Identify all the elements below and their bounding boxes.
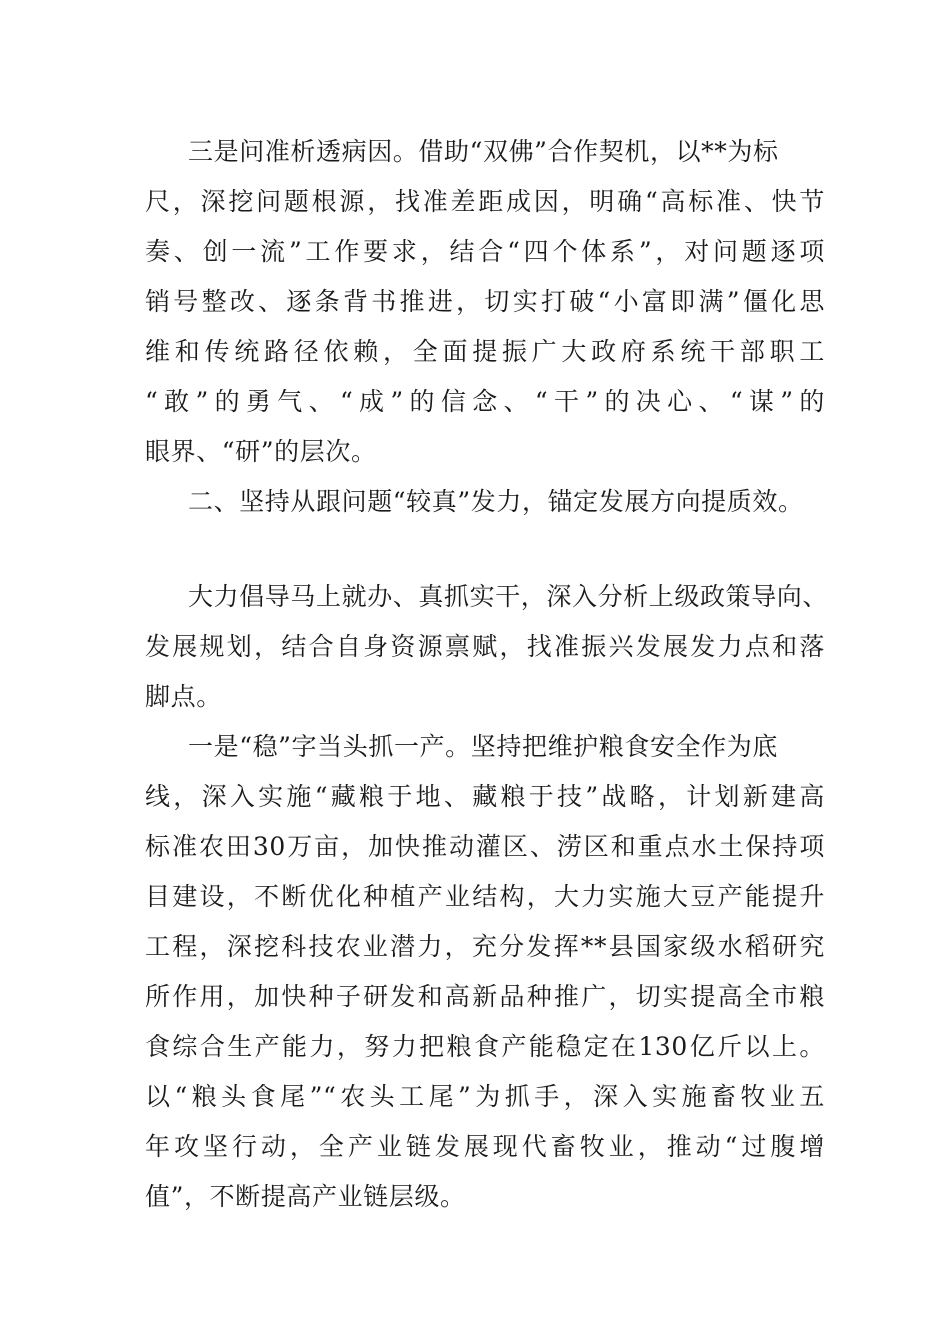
paragraph-line: 食综合生产能力，努力把粮食产能稳定在130亿斤以上。 bbox=[145, 1032, 825, 1061]
paragraph-line: 线，深入实施“藏粮于地、藏粮于技”战略，计划新建高 bbox=[145, 782, 825, 811]
paragraph-line: 值”，不断提高产业链层级。 bbox=[145, 1182, 466, 1211]
section-heading: 二、坚持从跟问题“较真”发力，锚定发展方向提质效。 bbox=[188, 487, 804, 516]
paragraph-line: 标准农田30万亩，加快推动灌区、涝区和重点水土保持项 bbox=[145, 832, 825, 861]
paragraph-line: 以“粮头食尾”“农头工尾”为抓手，深入实施畜牧业五 bbox=[145, 1082, 825, 1111]
paragraph-line: 一是“稳”字当头抓一产。坚持把维护粮食安全作为底 bbox=[188, 732, 778, 761]
paragraph-line: 奏、创一流”工作要求，结合“四个体系”，对问题逐项 bbox=[145, 237, 825, 266]
paragraph-line: 发展规划，结合自身资源禀赋，找准振兴发展发力点和落 bbox=[145, 632, 825, 661]
paragraph-line: 所作用，加快种子研发和高新品种推广，切实提高全市粮 bbox=[145, 982, 825, 1011]
paragraph-line: 目建设，不断优化种植产业结构，大力实施大豆产能提升 bbox=[145, 882, 825, 911]
paragraph-line: 年攻坚行动，全产业链发展现代畜牧业，推动“过腹增 bbox=[145, 1132, 825, 1161]
paragraph-line: 工程，深挖科技农业潜力，充分发挥**县国家级水稻研究 bbox=[145, 932, 825, 961]
paragraph-line: 销号整改、逐条背书推进，切实打破“小富即满”僵化思 bbox=[145, 287, 825, 316]
paragraph-line: 尺，深挖问题根源，找准差距成因，明确“高标准、快节 bbox=[145, 187, 825, 216]
paragraph-line: “敢”的勇气、“成”的信念、“干”的决心、“谋”的 bbox=[145, 387, 825, 416]
paragraph-line: 维和传统路径依赖，全面提振广大政府系统干部职工 bbox=[145, 337, 825, 366]
paragraph-line: 脚点。 bbox=[145, 682, 222, 711]
paragraph-line: 大力倡导马上就办、真抓实干，深入分析上级政策导向、 bbox=[188, 582, 829, 611]
paragraph-line: 三是问准析透病因。借助“双佛”合作契机，以**为标 bbox=[188, 137, 779, 166]
paragraph-line: 眼界、“研”的层次。 bbox=[145, 437, 377, 466]
